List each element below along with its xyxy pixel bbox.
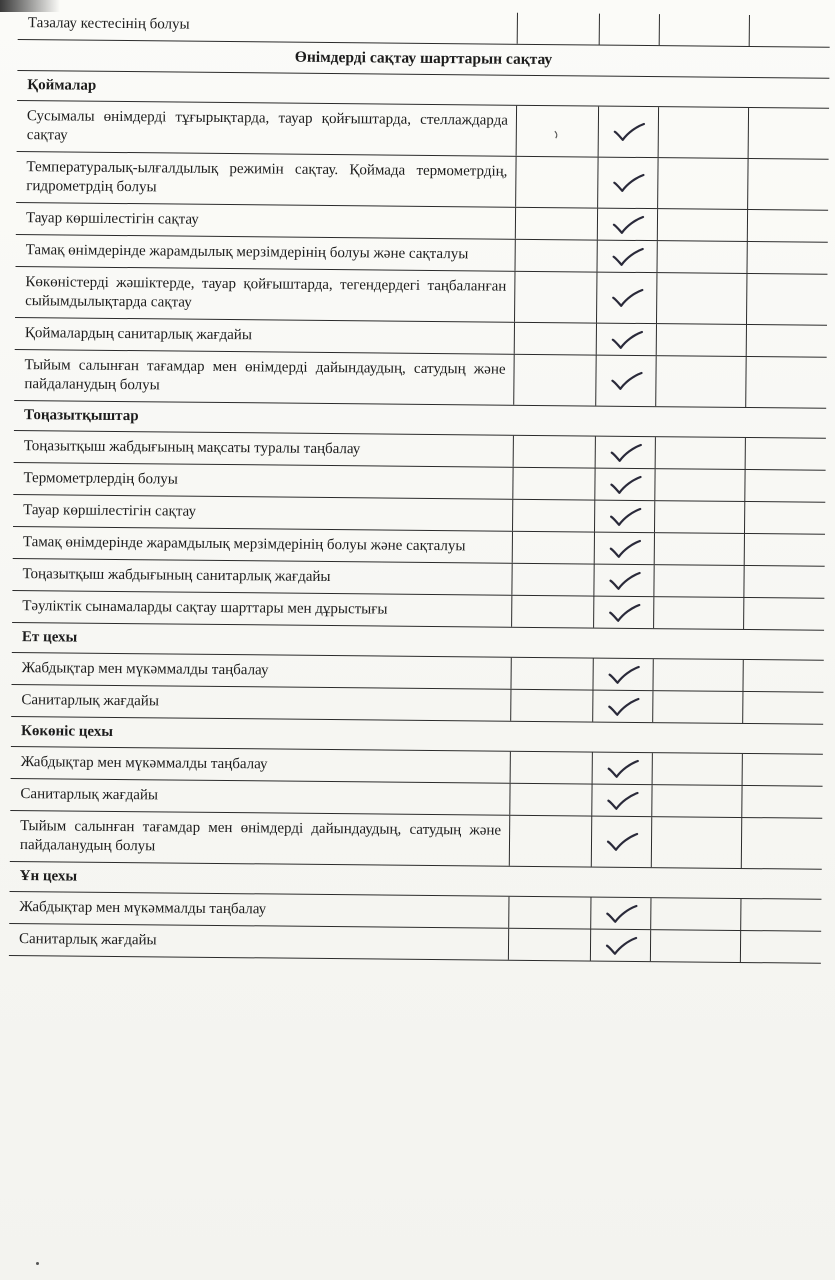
table-row bbox=[10, 811, 822, 870]
checkbox-cell[interactable] bbox=[595, 501, 655, 533]
row-label: Тоңазытқыш жабдығының санитарлық жағдайы bbox=[12, 559, 512, 595]
handwritten-check-icon bbox=[611, 121, 645, 143]
row-label: Тәуліктік сынамаларды сақтау шарттары мен дұрыстығы bbox=[12, 591, 512, 627]
row-label: Тамақ өнімдерінде жарамдылық мерзімдерінің болуы және сақталуы bbox=[16, 235, 516, 271]
group-heading: Көкөніс цехы bbox=[11, 717, 823, 755]
checkbox-cell[interactable] bbox=[749, 108, 829, 159]
checkbox-cell[interactable] bbox=[657, 324, 747, 356]
handwritten-check-icon bbox=[609, 328, 643, 350]
checkbox-cell[interactable] bbox=[597, 324, 657, 356]
checkbox-cell[interactable] bbox=[651, 930, 741, 962]
row-label: Санитарлық жағдайы bbox=[10, 779, 510, 815]
checkbox-cell[interactable] bbox=[595, 469, 655, 501]
checkbox-cell[interactable] bbox=[745, 470, 825, 502]
checkbox-cell[interactable] bbox=[743, 660, 823, 692]
checkbox-cell[interactable] bbox=[596, 356, 656, 407]
checkbox-cell[interactable] bbox=[592, 817, 652, 868]
checkbox-cell[interactable] bbox=[515, 323, 597, 355]
checkbox-cell[interactable] bbox=[594, 565, 654, 597]
row-label: Қоймалардың санитарлық жағдайы bbox=[15, 318, 515, 354]
group-heading: Қоймалар bbox=[17, 71, 829, 109]
checkbox-cell[interactable] bbox=[510, 816, 592, 867]
row-label: Тоңазытқыш жабдығының мақсаты туралы таңбалау bbox=[14, 431, 514, 467]
checkbox-cell[interactable] bbox=[517, 106, 599, 157]
row-label: Тауар көршілестігін сақтау bbox=[16, 203, 516, 239]
checkbox-cell[interactable] bbox=[653, 753, 743, 785]
checkbox-cell[interactable] bbox=[595, 533, 655, 565]
row-label: Сусымалы өнімдерді тұғырықтарда, тауар қойғыштарда, стеллаждарда сақтау bbox=[17, 101, 517, 156]
row-label: Көкөністерді жәшіктерде, тауар қойғыштарда, тегендердегі таңбаланған сыйымдылықтарда сақтау bbox=[15, 267, 515, 322]
checkbox-cell[interactable] bbox=[744, 598, 824, 630]
checkbox-cell[interactable] bbox=[747, 274, 827, 325]
checkbox-cell[interactable] bbox=[593, 659, 653, 691]
checkbox-cell[interactable] bbox=[654, 597, 744, 629]
group-heading: Ұн цехы bbox=[10, 862, 822, 900]
stray-dot bbox=[36, 1262, 39, 1265]
table-row bbox=[15, 267, 827, 326]
checkbox-cell[interactable] bbox=[656, 437, 746, 469]
checkbox-cell[interactable] bbox=[653, 659, 743, 691]
checkbox-cell[interactable] bbox=[596, 437, 656, 469]
checkbox-cell[interactable] bbox=[659, 107, 749, 158]
checkbox-cell[interactable] bbox=[750, 15, 830, 47]
handwritten-check-icon bbox=[605, 789, 639, 811]
checkbox-cell[interactable] bbox=[658, 158, 748, 209]
table-row bbox=[16, 152, 828, 211]
row-label: Тамақ өнімдерінде жарамдылық мерзімдерінің болуы және сақталуы bbox=[13, 527, 513, 563]
checkbox-cell[interactable] bbox=[514, 355, 596, 406]
checkbox-cell[interactable] bbox=[511, 690, 593, 722]
checkbox-cell[interactable] bbox=[745, 502, 825, 534]
checkbox-cell[interactable] bbox=[742, 818, 822, 869]
checkbox-cell[interactable] bbox=[745, 534, 825, 566]
handwritten-check-icon bbox=[608, 505, 642, 527]
row-label: Жабдықтар мен мүкәммалды таңбалау bbox=[9, 892, 509, 928]
checkbox-cell[interactable] bbox=[653, 691, 743, 723]
checkbox-cell[interactable] bbox=[652, 785, 742, 817]
handwritten-check-icon bbox=[607, 601, 641, 623]
pen-mark-icon bbox=[553, 126, 561, 136]
checkbox-cell[interactable] bbox=[746, 357, 826, 408]
checkbox-cell[interactable] bbox=[654, 565, 744, 597]
checkbox-cell[interactable] bbox=[591, 930, 651, 962]
checkbox-cell[interactable] bbox=[513, 500, 595, 532]
row-label: Температуралық-ылғалдылық режимін сақтау. Қоймада термометрдің, гидрометрдің болуы bbox=[16, 152, 516, 207]
checkbox-cell[interactable] bbox=[744, 566, 824, 598]
handwritten-check-icon bbox=[606, 663, 640, 685]
checkbox-cell[interactable] bbox=[518, 13, 600, 45]
checkbox-cell[interactable] bbox=[598, 209, 658, 241]
handwritten-check-icon bbox=[607, 569, 641, 591]
section-title: Өнімдерді сақтау шарттарын сақтау bbox=[17, 40, 829, 79]
checkbox-cell[interactable] bbox=[748, 210, 828, 242]
checkbox-cell[interactable] bbox=[652, 817, 742, 868]
handwritten-check-icon bbox=[605, 757, 639, 779]
checkbox-cell[interactable] bbox=[658, 209, 748, 241]
checkbox-cell[interactable] bbox=[516, 157, 598, 208]
checkbox-cell[interactable] bbox=[513, 468, 595, 500]
checkbox-cell[interactable] bbox=[656, 356, 746, 407]
checkbox-cell[interactable] bbox=[599, 107, 659, 158]
checkbox-cell[interactable] bbox=[591, 898, 651, 930]
checkbox-cell[interactable] bbox=[511, 752, 593, 784]
row-label: Тыйым салынған тағамдар мен өнімдерді дайындаудың, сатудың және пайдаланудың болуы bbox=[14, 350, 514, 405]
checkbox-cell[interactable] bbox=[743, 754, 823, 786]
checkbox-cell[interactable] bbox=[597, 241, 657, 273]
checkbox-cell[interactable] bbox=[594, 597, 654, 629]
group-heading: Ет цехы bbox=[12, 623, 824, 661]
checkbox-cell[interactable] bbox=[592, 785, 652, 817]
handwritten-check-icon bbox=[608, 473, 642, 495]
table-row bbox=[17, 101, 829, 160]
checkbox-cell[interactable] bbox=[511, 658, 593, 690]
row-label: Санитарлық жағдайы bbox=[9, 924, 509, 960]
row-label: Жабдықтар мен мүкәммалды таңбалау bbox=[11, 747, 511, 783]
checkbox-cell[interactable] bbox=[655, 501, 745, 533]
checkbox-cell[interactable] bbox=[593, 753, 653, 785]
checkbox-cell[interactable] bbox=[600, 14, 660, 46]
table-row bbox=[14, 350, 826, 409]
checkbox-cell[interactable] bbox=[747, 242, 827, 274]
handwritten-check-icon bbox=[611, 172, 645, 194]
handwritten-check-icon bbox=[607, 537, 641, 559]
checkbox-cell[interactable] bbox=[514, 436, 596, 468]
checkbox-cell[interactable] bbox=[657, 241, 747, 273]
row-label: Тыйым салынған тағамдар мен өнімдерді дайындаудың, сатудың және пайдаланудың болуы bbox=[10, 811, 510, 866]
handwritten-check-icon bbox=[603, 934, 637, 956]
checkbox-cell[interactable] bbox=[509, 897, 591, 929]
checkbox-cell[interactable] bbox=[655, 533, 745, 565]
handwritten-check-icon bbox=[608, 441, 642, 463]
checkbox-cell[interactable] bbox=[515, 272, 597, 323]
checkbox-cell[interactable] bbox=[747, 325, 827, 357]
group-heading: Тоңазытқыштар bbox=[14, 401, 826, 439]
handwritten-check-icon bbox=[609, 370, 643, 392]
checkbox-cell[interactable] bbox=[512, 596, 594, 628]
row-label: Жабдықтар мен мүкәммалды таңбалау bbox=[12, 653, 512, 689]
row-label: Термометрлердің болуы bbox=[13, 463, 513, 499]
row-label: Тауар көршілестігін сақтау bbox=[13, 495, 513, 531]
handwritten-check-icon bbox=[604, 902, 638, 924]
handwritten-check-icon bbox=[610, 287, 644, 309]
checkbox-cell[interactable] bbox=[516, 208, 598, 240]
checkbox-cell[interactable] bbox=[660, 14, 750, 46]
handwritten-check-icon bbox=[606, 695, 640, 717]
handwritten-check-icon bbox=[604, 831, 638, 853]
checklist-table bbox=[9, 8, 830, 964]
checkbox-cell[interactable] bbox=[512, 564, 594, 596]
checkbox-cell[interactable] bbox=[655, 469, 745, 501]
table-row bbox=[9, 924, 821, 964]
handwritten-check-icon bbox=[610, 213, 644, 235]
checkbox-cell[interactable] bbox=[741, 931, 821, 963]
handwritten-check-icon bbox=[610, 245, 644, 267]
checkbox-cell[interactable] bbox=[657, 273, 747, 324]
checkbox-cell[interactable] bbox=[509, 929, 591, 961]
checkbox-cell[interactable] bbox=[516, 240, 598, 272]
checkbox-cell[interactable] bbox=[513, 532, 595, 564]
checkbox-cell[interactable] bbox=[597, 273, 657, 324]
checkbox-cell[interactable] bbox=[741, 899, 821, 931]
checkbox-cell[interactable] bbox=[742, 786, 822, 818]
checkbox-cell[interactable] bbox=[510, 784, 592, 816]
checkbox-cell[interactable] bbox=[748, 159, 828, 210]
checkbox-cell[interactable] bbox=[746, 438, 826, 470]
row-label: Тазалау кестесінің болуы bbox=[18, 8, 518, 44]
checkbox-cell[interactable] bbox=[743, 692, 823, 724]
checkbox-cell[interactable] bbox=[651, 898, 741, 930]
row-label: Санитарлық жағдайы bbox=[11, 685, 511, 721]
checkbox-cell[interactable] bbox=[593, 691, 653, 723]
checkbox-cell[interactable] bbox=[598, 158, 658, 209]
